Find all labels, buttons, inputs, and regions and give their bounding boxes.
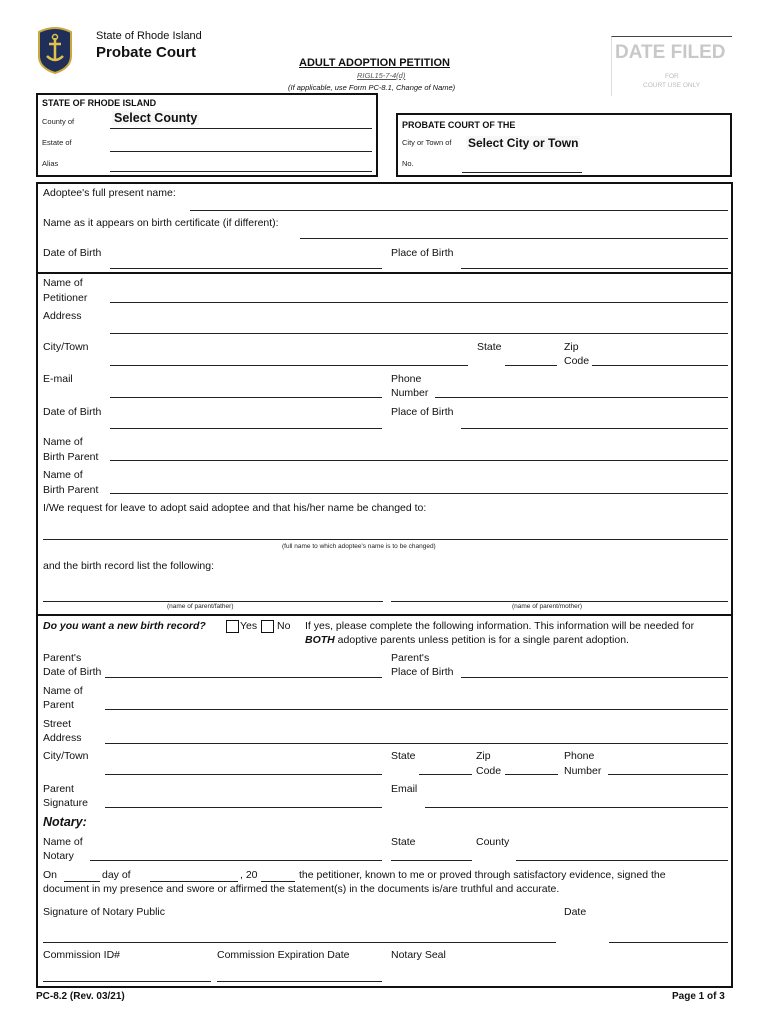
birth-parent-2-label-2: Birth Parent	[43, 484, 99, 496]
notary-date-label: Date	[564, 906, 587, 918]
notary-heading: Notary:	[43, 815, 87, 829]
estate-input[interactable]	[110, 151, 372, 152]
notary-seal-label: Notary Seal	[391, 949, 446, 961]
no-label: No	[277, 620, 291, 632]
petitioner-name-label-1: Name of	[43, 277, 83, 289]
notary-name-label-2: Notary	[43, 850, 74, 862]
street-label-2: Address	[43, 732, 82, 744]
parent-city-label: City/Town	[43, 750, 89, 762]
on-label: On	[43, 869, 58, 881]
parent-mother-input[interactable]	[391, 601, 728, 602]
petitioner-pob-label: Place of Birth	[391, 406, 454, 418]
name-change-request: I/We request for leave to adopt said adoptee and that his/her name be changed to:	[43, 502, 427, 514]
notary-state-label: State	[391, 836, 416, 848]
petitioner-state-label: State	[477, 341, 502, 353]
county-line	[110, 128, 372, 129]
commission-expiration-input[interactable]	[217, 981, 382, 982]
adoptee-pob-input[interactable]	[461, 268, 728, 269]
section-divider-2	[36, 614, 733, 616]
parent-father-note: (name of parent/father)	[167, 603, 234, 610]
birth-parent-2-label-1: Name of	[43, 469, 83, 481]
no-label: No.	[402, 159, 414, 168]
parent-father-input[interactable]	[43, 601, 383, 602]
yes-label: Yes	[240, 620, 258, 632]
new-name-note: (full name to which adoptee's name is to be changed)	[282, 543, 436, 550]
section-divider	[36, 272, 733, 274]
yes-checkbox[interactable]	[226, 620, 239, 633]
petitioner-phone-label-2: Number	[391, 387, 429, 399]
city-label: City or Town of	[402, 138, 452, 147]
parent-phone-input[interactable]	[608, 774, 728, 775]
petitioner-state-input[interactable]	[505, 365, 557, 366]
parent-dob-label-1: Parent's	[43, 652, 82, 664]
parent-mother-note: (name of parent/mother)	[512, 603, 583, 610]
adoptee-dob-input[interactable]	[110, 268, 382, 269]
parent-zip-label-2: Code	[476, 765, 502, 777]
parent-signature-label-2: Signature	[43, 797, 88, 809]
both-emphasis: BOTH	[305, 634, 335, 646]
birth-parent-1-input[interactable]	[110, 460, 728, 461]
birth-cert-name-input[interactable]	[300, 238, 728, 239]
parent-phone-label-2: Number	[564, 765, 602, 777]
petitioner-city-input[interactable]	[110, 365, 468, 366]
birth-parent-1-label-2: Birth Parent	[43, 451, 99, 463]
street-label-1: Street	[43, 718, 72, 730]
parent-state-input[interactable]	[419, 774, 472, 775]
birth-parent-1-label-1: Name of	[43, 436, 83, 448]
state-seal	[36, 26, 74, 74]
notary-date-input[interactable]	[609, 942, 728, 943]
parent-city-input[interactable]	[105, 774, 382, 775]
notary-signature-input[interactable]	[43, 942, 556, 943]
city-select[interactable]: Select City or Town	[468, 136, 579, 150]
petitioner-zip-input[interactable]	[592, 365, 728, 366]
parent-phone-label-1: Phone	[564, 750, 595, 762]
parent-zip-input[interactable]	[505, 774, 558, 775]
parent-pob-input[interactable]	[461, 677, 728, 678]
case-number-input[interactable]	[462, 172, 582, 173]
parent-pob-label-2: Place of Birth	[391, 666, 454, 678]
parent-dob-input[interactable]	[105, 677, 382, 678]
petitioner-name-label-2: Petitioner	[43, 292, 88, 304]
parent-email-label: Email	[391, 783, 418, 795]
notary-day-input[interactable]	[64, 881, 100, 882]
new-birth-record-question: Do you want a new birth record?	[43, 620, 206, 632]
birth-parent-2-input[interactable]	[110, 493, 728, 494]
adoptee-name-label: Adoptee's full present name:	[43, 187, 176, 199]
birth-record-info-2-text: adoptive parents unless petition is for a single parent adoption.	[337, 634, 629, 646]
commission-id-label: Commission ID#	[43, 949, 121, 961]
for-label: FOR	[665, 73, 679, 80]
parent-name-label-2: Parent	[43, 699, 74, 711]
new-name-input[interactable]	[43, 539, 728, 540]
day-of-label: day of	[102, 869, 131, 881]
parent-signature-label-1: Parent	[43, 783, 74, 795]
street-input[interactable]	[105, 743, 728, 744]
parent-email-input[interactable]	[425, 807, 728, 808]
notary-name-input[interactable]	[90, 860, 382, 861]
petitioner-phone-input[interactable]	[435, 397, 728, 398]
notary-state-input[interactable]	[391, 860, 472, 861]
alias-input[interactable]	[110, 171, 372, 172]
birth-record-info-1: If yes, please complete the following information. This information will be needed for	[305, 620, 695, 632]
state-heading: STATE OF RHODE ISLAND	[42, 98, 157, 108]
petitioner-email-label: E-mail	[43, 373, 73, 385]
birth-record-info-2	[305, 634, 629, 646]
county-label: County of	[42, 117, 75, 126]
petitioner-zip-label-1: Zip	[564, 341, 579, 353]
parent-signature-input[interactable]	[105, 807, 382, 808]
petitioner-phone-label-1: Phone	[391, 373, 422, 385]
parent-dob-label-2: Date of Birth	[43, 666, 102, 678]
statute-ref: RIGL15-7-4(d)	[357, 71, 406, 80]
notary-statement-1: the petitioner, known to me or proved through satisfactory evidence, signed the	[299, 869, 666, 881]
notary-county-input[interactable]	[516, 860, 728, 861]
form-number: PC-8.2 (Rev. 03/21)	[36, 991, 125, 1002]
petitioner-email-input[interactable]	[110, 397, 382, 398]
parent-state-label: State	[391, 750, 416, 762]
form-title: ADULT ADOPTION PETITION	[299, 57, 450, 69]
no-checkbox[interactable]	[261, 620, 274, 633]
parent-name-input[interactable]	[105, 709, 728, 710]
commission-expiration-label: Commission Expiration Date	[217, 949, 350, 961]
birth-cert-name-label: Name as it appears on birth certificate (if different):	[43, 217, 279, 229]
adoptee-name-input[interactable]	[190, 210, 728, 211]
adoptee-pob-label: Place of Birth	[391, 247, 454, 259]
petitioner-address-input[interactable]	[110, 333, 728, 334]
notary-signature-label: Signature of Notary Public	[43, 906, 165, 918]
header-state: State of Rhode Island	[96, 30, 202, 42]
birth-record-label: and the birth record list the following:	[43, 560, 215, 572]
petitioner-dob-input[interactable]	[110, 428, 382, 429]
alias-label: Alias	[42, 159, 59, 168]
adoptee-dob-label: Date of Birth	[43, 247, 102, 259]
page-number: Page 1 of 3	[672, 991, 725, 1002]
petitioner-name-input[interactable]	[110, 302, 728, 303]
court-use-label: COURT USE ONLY	[643, 82, 701, 89]
date-filed-label: DATE FILED	[615, 42, 726, 63]
commission-id-input[interactable]	[43, 981, 211, 982]
notary-county-label: County	[476, 836, 510, 848]
parent-pob-label-1: Parent's	[391, 652, 430, 664]
header-court: Probate Court	[96, 44, 197, 61]
year-prefix-label: , 20	[240, 869, 258, 881]
petitioner-zip-label-2: Code	[564, 355, 590, 367]
parent-name-label-1: Name of	[43, 685, 83, 697]
petitioner-dob-label: Date of Birth	[43, 406, 102, 418]
notary-year-input[interactable]	[261, 881, 295, 882]
notary-statement-2: document in my presence and swore or affirmed the statement(s) in the documents is/are truthful and accurate.	[43, 883, 560, 895]
petitioner-pob-input[interactable]	[461, 428, 728, 429]
parent-zip-label-1: Zip	[476, 750, 491, 762]
petitioner-address-label: Address	[43, 310, 82, 322]
form-note: (If applicable, use Form PC-8.1, Change of Name)	[288, 83, 456, 92]
notary-name-label-1: Name of	[43, 836, 83, 848]
notary-month-input[interactable]	[150, 881, 238, 882]
county-select[interactable]: Select County	[114, 111, 198, 125]
petitioner-city-label: City/Town	[43, 341, 89, 353]
estate-label: Estate of	[42, 138, 72, 147]
probate-heading: PROBATE COURT OF THE	[402, 120, 516, 130]
